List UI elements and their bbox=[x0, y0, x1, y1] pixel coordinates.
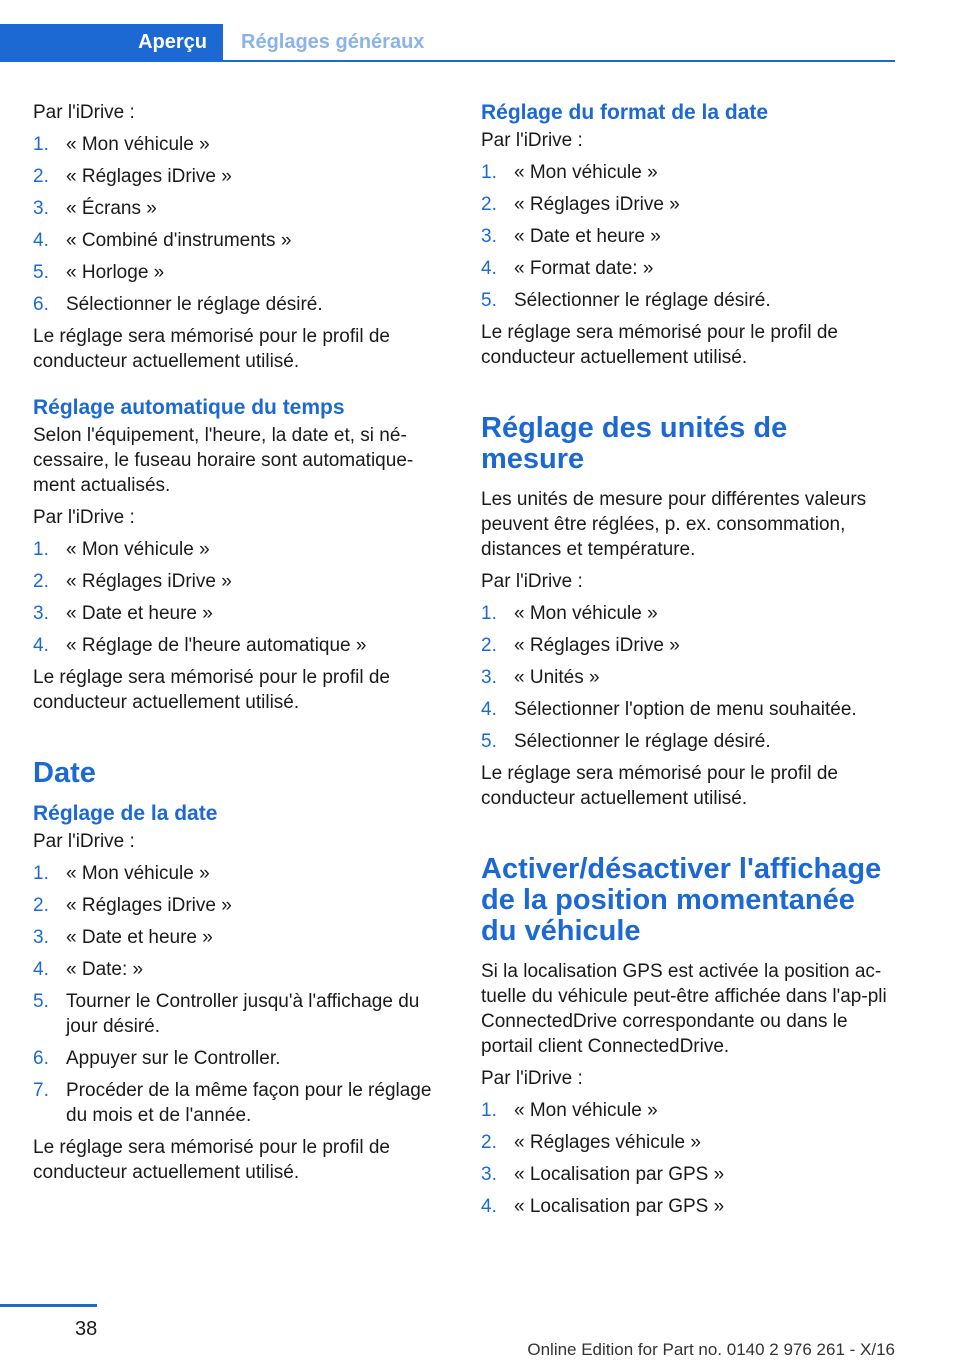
auto-time-description: Selon l'équipement, l'heure, la date et, si né-cessaire, le fuseau horaire sont automatique-ment actualisés. bbox=[33, 425, 414, 496]
profile-note: Le réglage sera mémorisé pour le profil de conducteur actuellement utilisé. bbox=[481, 763, 838, 809]
step-item bbox=[33, 196, 448, 221]
page-header bbox=[0, 0, 960, 62]
step-item bbox=[481, 1194, 895, 1219]
step-number: 1. bbox=[481, 1100, 497, 1121]
step-number: 2. bbox=[481, 194, 497, 215]
step-number: 7. bbox=[33, 1080, 49, 1101]
step-text: « Réglages iDrive » bbox=[514, 194, 680, 215]
section-heading-units: Réglage des unités de mesure bbox=[481, 412, 788, 475]
step-item bbox=[33, 292, 448, 317]
step-text: « Réglage de l'heure automatique » bbox=[66, 635, 367, 656]
step-item bbox=[33, 893, 448, 918]
step-item bbox=[33, 164, 448, 189]
step-item bbox=[481, 697, 895, 722]
step-item bbox=[33, 989, 448, 1039]
step-text: « Réglages véhicule » bbox=[514, 1132, 701, 1153]
units-description: Les unités de mesure pour différentes valeurs peuvent être réglées, p. ex. consommation, distances et température. bbox=[481, 489, 867, 560]
step-number: 1. bbox=[33, 134, 49, 155]
step-text: « Date et heure » bbox=[66, 603, 213, 624]
steps-list-date bbox=[33, 861, 448, 1128]
step-number: 3. bbox=[481, 226, 497, 247]
step-text: « Combiné d'instruments » bbox=[66, 230, 292, 251]
section-heading-date-format: Réglage du format de la date bbox=[481, 101, 769, 124]
tab-reglages-generaux[interactable]: Réglages généraux bbox=[241, 31, 425, 53]
profile-note: Le réglage sera mémorisé pour le profil de conducteur actuellement utilisé. bbox=[33, 326, 390, 372]
step-item bbox=[481, 224, 895, 249]
step-text: « Mon véhicule » bbox=[66, 863, 210, 884]
step-number: 5. bbox=[481, 731, 497, 752]
step-text: Tourner le Controller jusqu'à l'affichage du jour désiré. bbox=[66, 991, 420, 1037]
step-number: 5. bbox=[33, 991, 49, 1012]
subsection-heading-date-setting: Réglage de la date bbox=[33, 802, 218, 825]
step-text: Appuyer sur le Controller. bbox=[66, 1048, 281, 1069]
section-heading-date: Date bbox=[33, 757, 96, 789]
step-number: 5. bbox=[481, 290, 497, 311]
step-number: 5. bbox=[33, 262, 49, 283]
step-item bbox=[481, 1098, 895, 1123]
step-number: 3. bbox=[481, 1164, 497, 1185]
steps-list-auto-time bbox=[33, 537, 448, 658]
step-text: « Réglages iDrive » bbox=[66, 895, 232, 916]
tab-apercu[interactable]: Aperçu bbox=[0, 24, 223, 61]
step-number: 1. bbox=[33, 863, 49, 884]
steps-list-horloge bbox=[33, 132, 448, 317]
edition-note: Online Edition for Part no. 0140 2 976 261 - X/16 bbox=[527, 1340, 895, 1359]
step-number: 2. bbox=[481, 1132, 497, 1153]
intro-text: Par l'iDrive : bbox=[481, 130, 583, 151]
step-number: 4. bbox=[33, 230, 49, 251]
step-text: « Localisation par GPS » bbox=[514, 1196, 725, 1217]
step-text: Sélectionner l'option de menu souhaitée. bbox=[514, 699, 857, 720]
step-text: Sélectionner le réglage désiré. bbox=[514, 731, 771, 752]
step-item bbox=[481, 160, 895, 185]
step-text: « Réglages iDrive » bbox=[66, 571, 232, 592]
step-item bbox=[33, 861, 448, 886]
step-number: 4. bbox=[481, 1196, 497, 1217]
steps-list-units bbox=[481, 601, 895, 754]
step-item bbox=[33, 925, 448, 950]
header-divider bbox=[0, 60, 895, 62]
intro-text: Par l'iDrive : bbox=[481, 571, 583, 592]
vehicle-position-description: Si la localisation GPS est activée la position ac-tuelle du véhicule peut-être affichée dans l'ap-pli ConnectedDrive correspondante ou dans le portail client ConnectedDrive. bbox=[481, 961, 887, 1057]
steps-list-gps bbox=[481, 1098, 895, 1219]
step-text: « Mon véhicule » bbox=[514, 603, 658, 624]
step-number: 6. bbox=[33, 1048, 49, 1069]
step-text: « Date et heure » bbox=[66, 927, 213, 948]
step-number: 3. bbox=[33, 927, 49, 948]
profile-note: Le réglage sera mémorisé pour le profil de conducteur actuellement utilisé. bbox=[33, 1137, 390, 1183]
step-item bbox=[33, 1046, 448, 1071]
step-text: « Date: » bbox=[66, 959, 144, 980]
step-text: « Mon véhicule » bbox=[66, 134, 210, 155]
step-text: « Mon véhicule » bbox=[514, 1100, 658, 1121]
intro-text: Par l'iDrive : bbox=[33, 831, 135, 852]
step-number: 2. bbox=[481, 635, 497, 656]
intro-text: Par l'iDrive : bbox=[481, 1068, 583, 1089]
step-item bbox=[33, 633, 448, 658]
step-text: Procéder de la même façon pour le réglage du mois et de l'année. bbox=[66, 1080, 432, 1126]
step-item bbox=[481, 601, 895, 626]
step-number: 2. bbox=[33, 166, 49, 187]
step-item bbox=[481, 1130, 895, 1155]
step-text: « Mon véhicule » bbox=[514, 162, 658, 183]
step-item bbox=[481, 288, 895, 313]
step-number: 4. bbox=[481, 699, 497, 720]
step-number: 4. bbox=[33, 959, 49, 980]
step-text: « Localisation par GPS » bbox=[514, 1164, 725, 1185]
step-text: Sélectionner le réglage désiré. bbox=[66, 294, 323, 315]
step-item bbox=[33, 132, 448, 157]
step-number: 1. bbox=[33, 539, 49, 560]
step-item bbox=[33, 601, 448, 626]
step-number: 3. bbox=[481, 667, 497, 688]
step-text: « Horloge » bbox=[66, 262, 165, 283]
footer-divider bbox=[0, 1304, 97, 1307]
left-column bbox=[33, 100, 448, 1192]
step-number: 1. bbox=[481, 162, 497, 183]
intro-text: Par l'iDrive : bbox=[33, 102, 135, 123]
step-item bbox=[481, 729, 895, 754]
section-heading-vehicle-position: Activer/désactiver l'affichage de la position momentanée du véhicule bbox=[481, 853, 882, 947]
step-number: 4. bbox=[33, 635, 49, 656]
step-text: « Date et heure » bbox=[514, 226, 661, 247]
step-number: 2. bbox=[33, 895, 49, 916]
step-text: « Format date: » bbox=[514, 258, 654, 279]
profile-note: Le réglage sera mémorisé pour le profil de conducteur actuellement utilisé. bbox=[481, 322, 838, 368]
step-item bbox=[33, 1078, 448, 1128]
step-text: « Réglages iDrive » bbox=[66, 166, 232, 187]
step-text: Sélectionner le réglage désiré. bbox=[514, 290, 771, 311]
intro-text: Par l'iDrive : bbox=[33, 507, 135, 528]
step-text: « Réglages iDrive » bbox=[514, 635, 680, 656]
step-number: 1. bbox=[481, 603, 497, 624]
step-number: 4. bbox=[481, 258, 497, 279]
right-column bbox=[481, 100, 895, 1226]
step-number: 2. bbox=[33, 571, 49, 592]
step-text: « Unités » bbox=[514, 667, 600, 688]
step-item bbox=[33, 260, 448, 285]
step-text: « Écrans » bbox=[66, 198, 157, 219]
step-number: 3. bbox=[33, 198, 49, 219]
step-item bbox=[481, 665, 895, 690]
step-item bbox=[33, 228, 448, 253]
step-number: 6. bbox=[33, 294, 49, 315]
step-number: 3. bbox=[33, 603, 49, 624]
step-item bbox=[33, 957, 448, 982]
profile-note: Le réglage sera mémorisé pour le profil de conducteur actuellement utilisé. bbox=[33, 667, 390, 713]
step-item bbox=[481, 1162, 895, 1187]
steps-list-date-format bbox=[481, 160, 895, 313]
step-text: « Mon véhicule » bbox=[66, 539, 210, 560]
step-item bbox=[33, 537, 448, 562]
section-heading-auto-time: Réglage automatique du temps bbox=[33, 396, 345, 419]
step-item bbox=[481, 256, 895, 281]
step-item bbox=[481, 633, 895, 658]
page-number: 38 bbox=[75, 1318, 98, 1340]
step-item bbox=[33, 569, 448, 594]
step-item bbox=[481, 192, 895, 217]
